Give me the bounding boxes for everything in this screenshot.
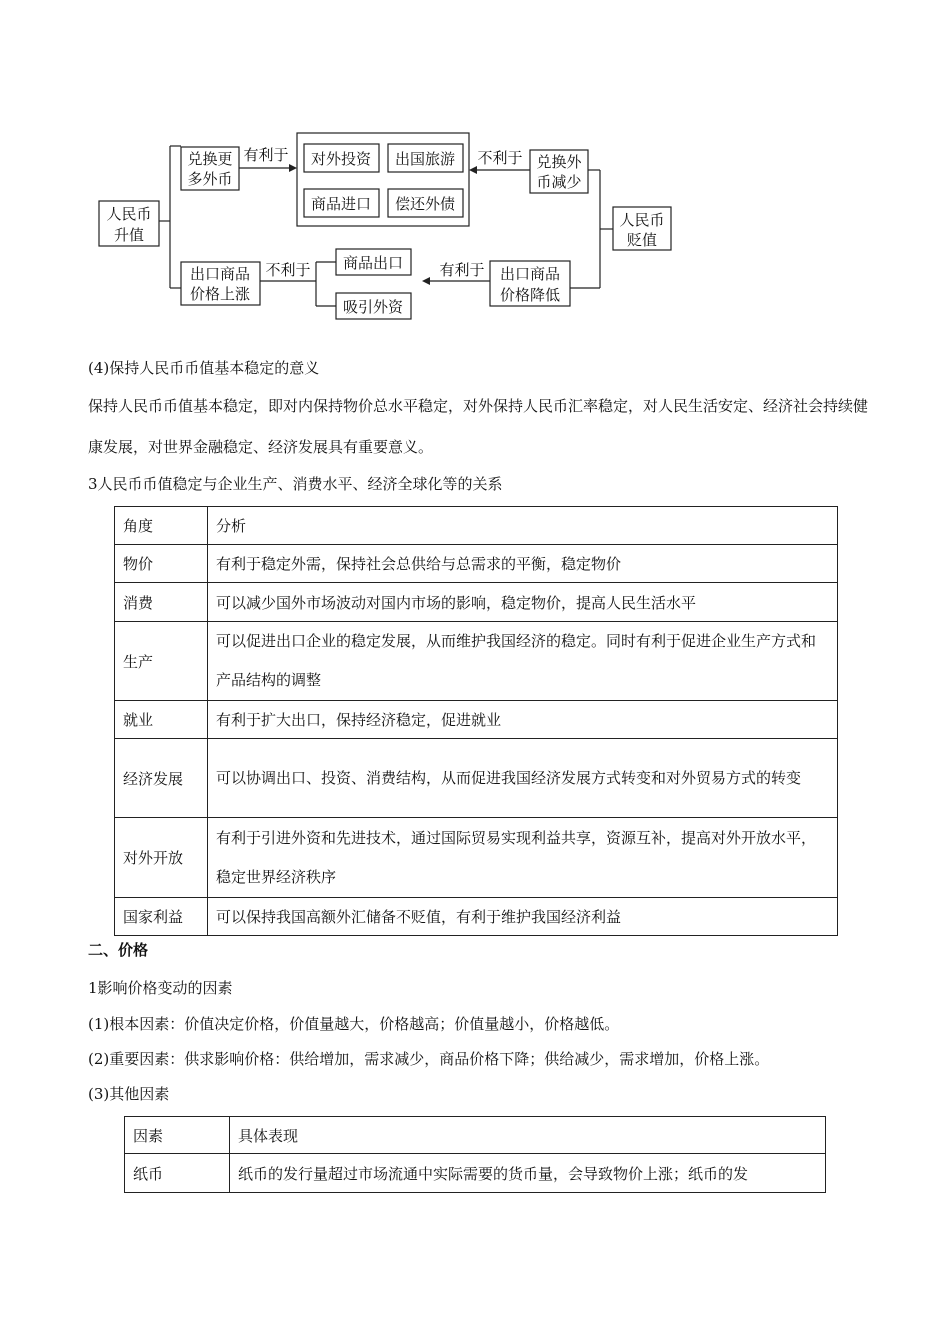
factor-supply-demand: (2)重要因素：供求影响价格：供给增加，需求减少，商品价格下降；供给减少，需求增加，价格上涨。 xyxy=(88,1050,770,1068)
row-label: 物价 xyxy=(115,545,208,583)
beneficial-label-bottom: 有利于 xyxy=(439,261,485,279)
exchange-more-box xyxy=(181,147,239,190)
export-price-up-line2: 价格上涨 xyxy=(189,285,251,303)
row-text: 有利于扩大出口，保持经济稳定，促进就业 xyxy=(208,701,838,739)
export-price-down-line1: 出口商品 xyxy=(499,265,561,283)
price-factors-table xyxy=(124,1116,826,1193)
import-text: 商品进口 xyxy=(310,195,372,213)
header-cell-angle: 角度 xyxy=(115,507,208,545)
export-price-down-line2: 价格降低 xyxy=(499,286,561,304)
rmb-down-line1: 人民币 xyxy=(619,211,665,229)
not-beneficial-label-bottom: 不利于 xyxy=(265,261,311,279)
exchange-less-line1: 兑换外 xyxy=(536,153,582,171)
row-text: 有利于引进外资和先进技术，通过国际贸易实现利益共享，资源互补，提高对外开放水平，稳定世界经济秩序 xyxy=(208,818,838,898)
beneficial-label-top: 有利于 xyxy=(243,146,289,164)
factor-other: (3)其他因素 xyxy=(88,1085,170,1103)
attract-fdi-text: 吸引外资 xyxy=(342,298,404,316)
import-box xyxy=(304,189,379,217)
price-factors-heading: 1影响价格变动的因素 xyxy=(88,979,233,997)
row-text: 有利于稳定外需，保持社会总供给与总需求的平衡，稳定物价 xyxy=(208,545,838,583)
exchange-less-line2: 币减少 xyxy=(536,173,582,191)
rmb-depreciation-box xyxy=(613,207,671,250)
table-row xyxy=(115,622,838,701)
row-text: 可以保持我国高额外汇储备不贬值，有利于维护我国经济利益 xyxy=(208,898,838,936)
row-label: 生产 xyxy=(115,622,208,701)
rmb-up-line1: 人民币 xyxy=(106,205,152,223)
row-label: 国家利益 xyxy=(115,898,208,936)
travel-abroad-box xyxy=(388,144,463,172)
travel-abroad-text: 出国旅游 xyxy=(394,150,456,168)
repay-debt-box xyxy=(388,189,463,217)
export-price-down-box xyxy=(490,261,570,306)
repay-debt-text: 偿还外债 xyxy=(394,195,456,213)
row-text: 可以协调出口、投资、消费结构，从而促进我国经济发展方式转变和对外贸易方式的转变 xyxy=(208,739,838,818)
row-label: 对外开放 xyxy=(115,818,208,898)
export-box xyxy=(336,249,411,275)
export-text: 商品出口 xyxy=(342,254,404,272)
invest-abroad-box xyxy=(304,144,379,172)
header-cell-detail: 具体表现 xyxy=(230,1117,826,1154)
table-header-row xyxy=(115,507,838,545)
table-row xyxy=(115,818,838,898)
exchange-more-line1: 兑换更 xyxy=(187,150,233,168)
section4-heading: (4)保持人民币币值基本稳定的意义 xyxy=(88,359,320,377)
table-header-row xyxy=(125,1117,826,1154)
section-price-title: 二、价格 xyxy=(88,941,149,959)
rmb-down-line2: 贬值 xyxy=(626,231,658,249)
exchange-rate-flow-diagram xyxy=(0,0,950,330)
header-cell-analysis: 分析 xyxy=(208,507,838,545)
table-row xyxy=(115,583,838,622)
rmb-appreciation-box xyxy=(99,201,159,246)
row-label: 就业 xyxy=(115,701,208,739)
table-row xyxy=(125,1154,826,1193)
invest-abroad-text: 对外投资 xyxy=(310,150,372,168)
row-text: 可以促进出口企业的稳定发展，从而维护我国经济的稳定。同时有利于促进企业生产方式和产品结构的调整 xyxy=(208,622,838,701)
exchange-more-line2: 多外币 xyxy=(187,170,233,188)
row-text: 纸币的发行量超过市场流通中实际需要的货币量，会导致物价上涨；纸币的发 xyxy=(230,1154,826,1193)
row-label: 纸币 xyxy=(125,1154,230,1193)
rmb-stability-table xyxy=(114,506,838,936)
not-beneficial-label-top: 不利于 xyxy=(477,149,523,167)
section4-body: 保持人民币币值基本稳定，即对内保持物价总水平稳定，对外保持人民币汇率稳定，对人民生活安定、经济社会持续健康发展，对世界金融稳定、经济发展具有重要意义。 xyxy=(88,397,869,456)
header-cell-factor: 因素 xyxy=(125,1117,230,1154)
attract-fdi-box xyxy=(336,293,411,319)
table-row xyxy=(115,545,838,583)
table-row xyxy=(115,739,838,818)
table-row xyxy=(115,898,838,936)
factor-fundamental: (1)根本因素：价值决定价格，价值量越大，价格越高；价值量越小，价格越低。 xyxy=(88,1015,620,1033)
section3-heading: 3人民币币值稳定与企业生产、消费水平、经济全球化等的关系 xyxy=(88,475,503,493)
row-label: 消费 xyxy=(115,583,208,622)
export-price-up-box xyxy=(181,262,260,305)
row-label: 经济发展 xyxy=(115,739,208,818)
export-price-up-line1: 出口商品 xyxy=(189,265,251,283)
exchange-less-box xyxy=(530,150,588,193)
row-text: 可以减少国外市场波动对国内市场的影响，稳定物价，提高人民生活水平 xyxy=(208,583,838,622)
table-row xyxy=(115,701,838,739)
rmb-up-line2: 升值 xyxy=(113,226,145,244)
